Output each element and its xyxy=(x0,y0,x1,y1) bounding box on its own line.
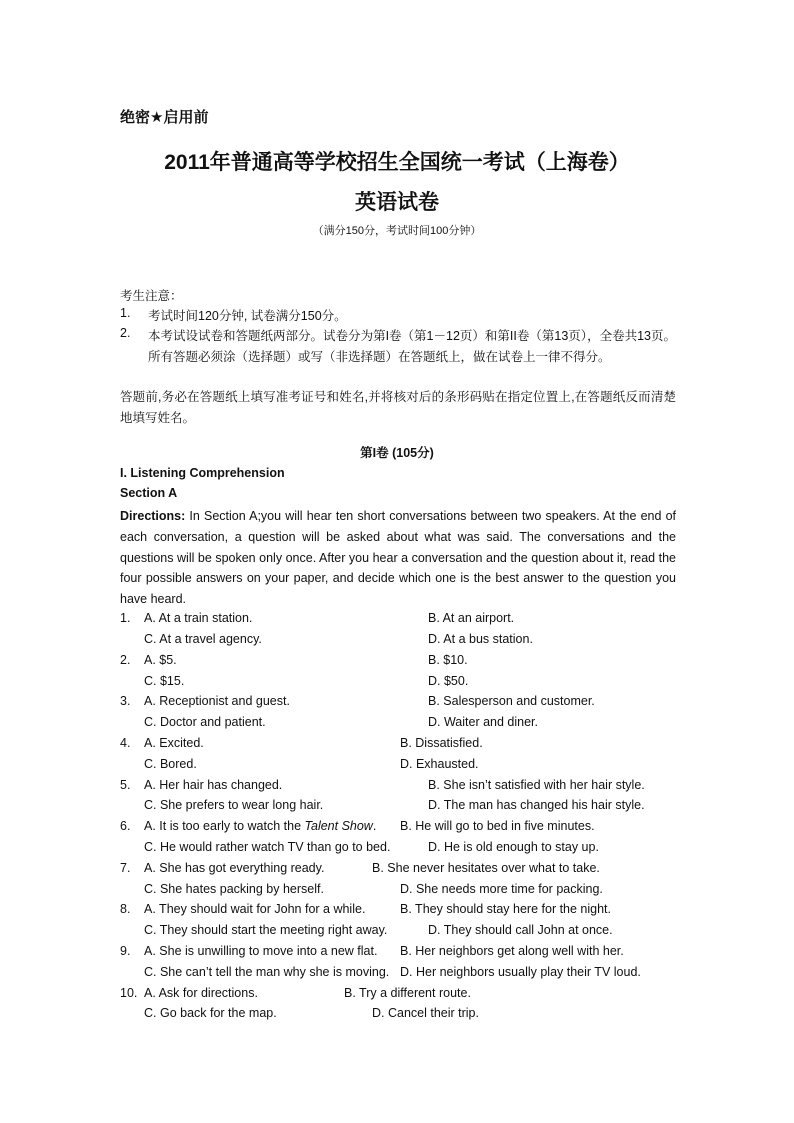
question-number: 1. xyxy=(120,611,131,625)
question-number: 8. xyxy=(120,902,131,916)
option-c: C. Bored. xyxy=(144,757,197,771)
option-a: A. Excited. xyxy=(144,736,204,750)
notice-extra: 答题前,务必在答题纸上填写准考证号和姓名,并将核对后的条形码贴在指定位置上,在答题纸反而清楚地填写姓名。 xyxy=(120,390,676,425)
option-a: A. They should wait for John for a while. xyxy=(144,902,366,916)
option-a: A. Receptionist and guest. xyxy=(144,694,290,708)
option-a: A. She has got everything ready. xyxy=(144,861,325,875)
option-c: C. Doctor and patient. xyxy=(144,715,266,729)
directions-paragraph xyxy=(120,506,676,610)
option-a: A. She is unwilling to move into a new flat. xyxy=(144,944,378,958)
question-number: 7. xyxy=(120,861,131,875)
option-a: A. $5. xyxy=(144,653,177,667)
option-b: B. Dissatisfied. xyxy=(400,736,483,750)
option-a: A. It is too early to watch the Talent Show. xyxy=(144,819,377,833)
option-d: D. Waiter and diner. xyxy=(428,715,539,729)
question-number: 2. xyxy=(120,653,131,667)
option-d: D. He is old enough to stay up. xyxy=(428,840,599,854)
option-b: B. $10. xyxy=(428,653,468,667)
question-number: 6. xyxy=(120,819,131,833)
option-d: D. They should call John at once. xyxy=(428,923,613,937)
show-title: Talent Show xyxy=(304,819,373,833)
question-number: 9. xyxy=(120,944,131,958)
directions-label: Directions: xyxy=(120,509,186,523)
notice-item-1-text: 考试时间120分钟, 试卷满分150分。 xyxy=(148,309,347,323)
notice-item-1-number: 1. xyxy=(120,306,131,320)
option-c: C. At a travel agency. xyxy=(144,632,262,646)
option-a: A. Ask for directions. xyxy=(144,986,258,1000)
option-c: C. Go back for the map. xyxy=(144,1006,277,1020)
option-b: B. She never hesitates over what to take. xyxy=(372,861,600,875)
notice-title: 考生注意： xyxy=(120,289,183,303)
option-a: A. Her hair has changed. xyxy=(144,778,283,792)
notice-item-2-text: 本考试设试卷和答题纸两部分。试卷分为第I卷（第1－12页）和第II卷（第13页），全卷共13页。所有答题必须涂（选择题）或写（非选择题）在答题纸上，做在试卷上一律不得分。 xyxy=(148,329,676,364)
option-d: D. The man has changed his hair style. xyxy=(428,798,645,812)
option-b: B. Her neighbors get along well with her. xyxy=(400,944,624,958)
question-number: 4. xyxy=(120,736,131,750)
option-b: B. Salesperson and customer. xyxy=(428,694,595,708)
notice-item-2-number: 2. xyxy=(120,326,131,340)
question-number: 3. xyxy=(120,694,131,708)
score-note: （满分150分，考试时间100分钟） xyxy=(312,225,482,237)
option-d: D. Cancel their trip. xyxy=(372,1006,479,1020)
option-c: C. She prefers to wear long hair. xyxy=(144,798,324,812)
option-b: B. She isn’t satisfied with her hair style. xyxy=(428,778,645,792)
option-d: D. Exhausted. xyxy=(400,757,479,771)
option-d: D. At a bus station. xyxy=(428,632,533,646)
directions-text: In Section A;you will hear ten short conversations between two speakers. At the end of each conversation, a question will be asked about what was said. The conversations and the questions will be spoken only once. After you hear a conversation and the question about it, read the four possible answers on your paper, and decide which one is the best answer to the question you have heard. xyxy=(120,509,676,607)
subsection-title: Section A xyxy=(120,486,178,500)
exam-subtitle: 英语试卷 xyxy=(355,191,439,214)
option-d: D. $50. xyxy=(428,674,469,688)
confidential-label: 绝密★启用前 xyxy=(120,109,209,126)
section-title: I. Listening Comprehension xyxy=(120,466,285,480)
question-number: 5. xyxy=(120,778,131,792)
option-c: C. She hates packing by herself. xyxy=(144,882,324,896)
part-title: 第I卷 (105分) xyxy=(360,446,434,460)
exam-title: 2011年普通高等学校招生全国统一考试（上海卷） xyxy=(164,151,630,174)
option-b: B. At an airport. xyxy=(428,611,515,625)
question-number: 10. xyxy=(120,986,138,1000)
option-c: C. She can’t tell the man why she is moving. xyxy=(144,965,390,979)
option-c: C. $15. xyxy=(144,674,185,688)
option-d: D. She needs more time for packing. xyxy=(400,882,603,896)
option-d: D. Her neighbors usually play their TV loud. xyxy=(400,965,641,979)
option-a: A. At a train station. xyxy=(144,611,253,625)
option-c: C. He would rather watch TV than go to bed. xyxy=(144,840,391,854)
option-b: B. He will go to bed in five minutes. xyxy=(400,819,595,833)
option-b: B. They should stay here for the night. xyxy=(400,902,612,916)
option-c: C. They should start the meeting right away. xyxy=(144,923,388,937)
option-b: B. Try a different route. xyxy=(344,986,471,1000)
